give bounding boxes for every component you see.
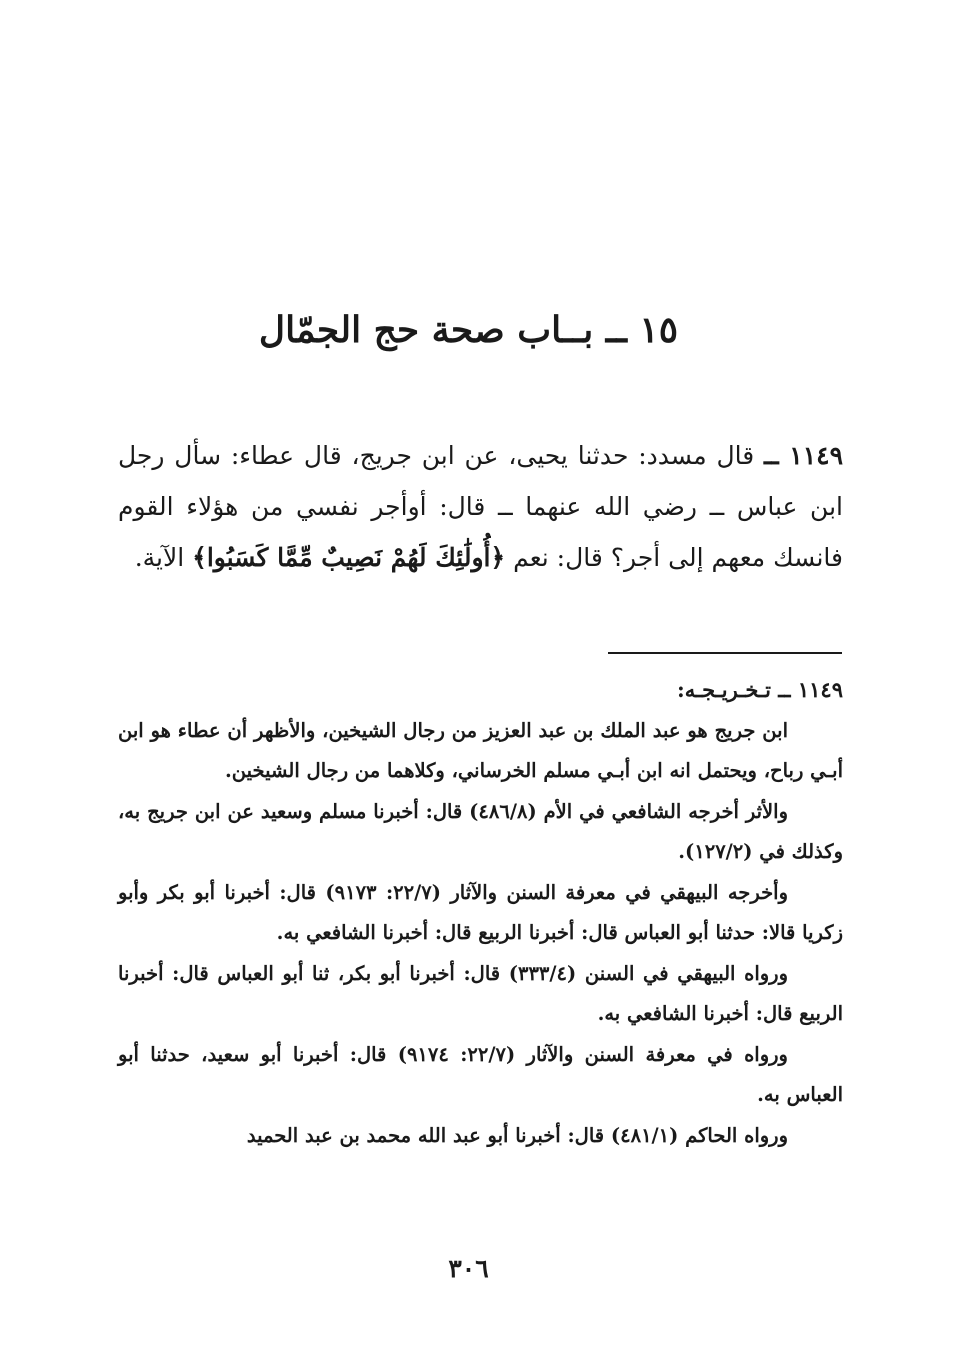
- footnote-heading: ١١٤٩ ــ تـخـريـجـه:: [676, 677, 843, 702]
- footnote-paragraph: ورواه البيهقي في السنن (٣٣٣/٤) قال: أخبرنا أبو بكر، ثنا أبو العباس قال: أخبرنا الربيع قال: أخبرنا الشافعي به.: [118, 961, 843, 1025]
- footnote-separator: [608, 652, 842, 654]
- chapter-title: ١٥ ــ بــاب صحة حج الجمّال: [258, 309, 679, 351]
- quran-verse: ﴿أُولَٰئِكَ لَهُمْ نَصِيبٌ مِّمَّا كَسَبُوا﴾: [192, 543, 506, 572]
- hadith-body: قال مسدد: حدثنا يحيى، عن ابن جريج، قال عطاء: سأل رجل ابن عباس ــ رضي الله عنهما ــ قال: أوأجر نفسي من هؤلاء القوم فانسك معهم إلى أجر؟ قال: نعم: [118, 441, 843, 572]
- hadith-text: [118, 430, 843, 583]
- hadith-number: ١١٤٩ ــ: [764, 441, 843, 470]
- footnote-paragraph: ابن جريج هو عبد الملك بن عبد العزيز من رجال الشيخين، والأظهر أن عطاء هو ابن أبـي رباح، ويحتمل انه ابن أبـي مسلم الخرساني، وكلاهما من رجال الشيخين.: [118, 718, 843, 782]
- footnote-paragraph: والأثر أخرجه الشافعي في الأم (٤٨٦/٨) قال: أخبرنا مسلم وسعيد عن ابن جريج به، وكذلك في (١٢٧/٢).: [118, 799, 843, 863]
- footnotes-section: [118, 670, 843, 1156]
- page-number: ٣٠٦: [448, 1254, 489, 1283]
- footnote-paragraph: ورواه في معرفة السنن والآثار (٢٢/٧: ٩١٧٤) قال: أخبرنا أبو سعيد، حدثنا أبو العباس به.: [118, 1042, 843, 1106]
- hadith-ending: الآية.: [134, 543, 193, 572]
- footnote-paragraph: ورواه الحاكم (٤٨١/١) قال: أخبرنا أبو عبد الله محمد بن عبد الحميد: [246, 1123, 788, 1147]
- footnote-paragraph: وأخرجه البيهقي في معرفة السنن والآثار (٢٢/٧: ٩١٧٣) قال: أخبرنا أبو بكر وأبو زكريا قالا: حدثنا أبو العباس قال: أخبرنا الربيع قال: أخبرنا الشافعي به.: [118, 880, 843, 944]
